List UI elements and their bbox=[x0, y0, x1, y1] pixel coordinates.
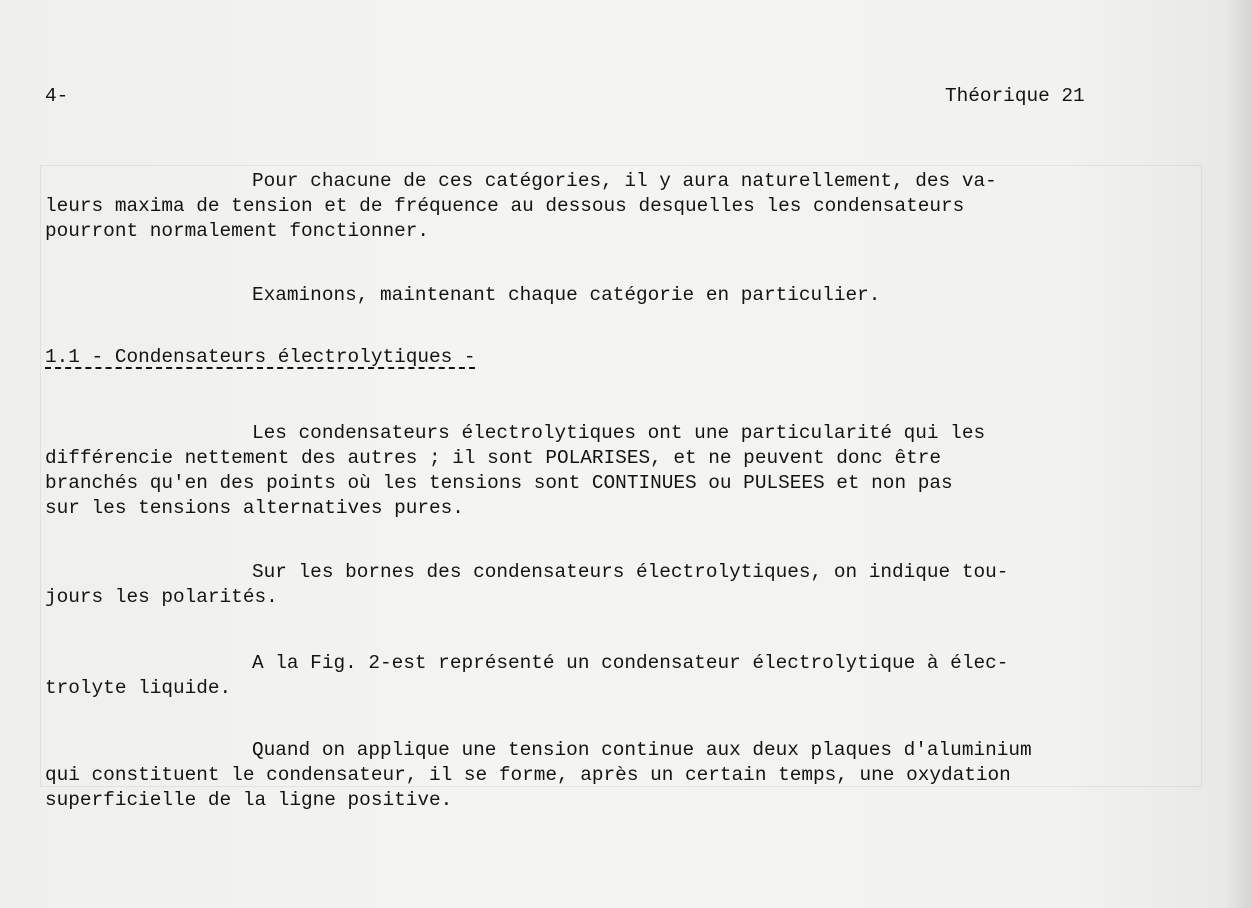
paragraph-line: jours les polarités. bbox=[45, 586, 278, 608]
paragraph-line: Examinons, maintenant chaque catégorie en particulier. bbox=[252, 284, 881, 306]
paragraph-line: qui constituent le condensateur, il se forme, après un certain temps, une oxydation bbox=[45, 764, 1011, 786]
page-edge-shadow bbox=[1224, 0, 1252, 908]
paragraph-line: Quand on applique une tension continue aux deux plaques d'aluminium bbox=[252, 739, 1032, 761]
paragraph-line: Pour chacune de ces catégories, il y aura naturellement, des va- bbox=[252, 170, 997, 192]
section-heading: 1.1 - Condensateurs électrolytiques - bbox=[45, 346, 476, 368]
page-number: 4- bbox=[45, 85, 69, 107]
paragraph-line: trolyte liquide. bbox=[45, 677, 232, 699]
paragraph-line: leurs maxima de tension et de fréquence au dessous desquelles les condensateurs bbox=[45, 195, 965, 217]
paragraph-line: Les condensateurs électrolytiques ont une particularité qui les bbox=[252, 422, 986, 444]
paragraph-line: branchés qu'en des points où les tensions sont CONTINUES ou PULSEES et non pas bbox=[45, 472, 953, 494]
paragraph-line: superficielle de la ligne positive. bbox=[45, 789, 453, 811]
paragraph-line: différencie nettement des autres ; il sont POLARISES, et ne peuvent donc être bbox=[45, 447, 941, 469]
section-header: Théorique 21 bbox=[945, 85, 1085, 107]
paragraph-line: Sur les bornes des condensateurs électrolytiques, on indique tou- bbox=[252, 561, 1009, 583]
paragraph-line: sur les tensions alternatives pures. bbox=[45, 497, 464, 519]
paragraph-line: pourront normalement fonctionner. bbox=[45, 220, 429, 242]
paragraph-line: A la Fig. 2-est représenté un condensateur électrolytique à élec- bbox=[252, 652, 1009, 674]
